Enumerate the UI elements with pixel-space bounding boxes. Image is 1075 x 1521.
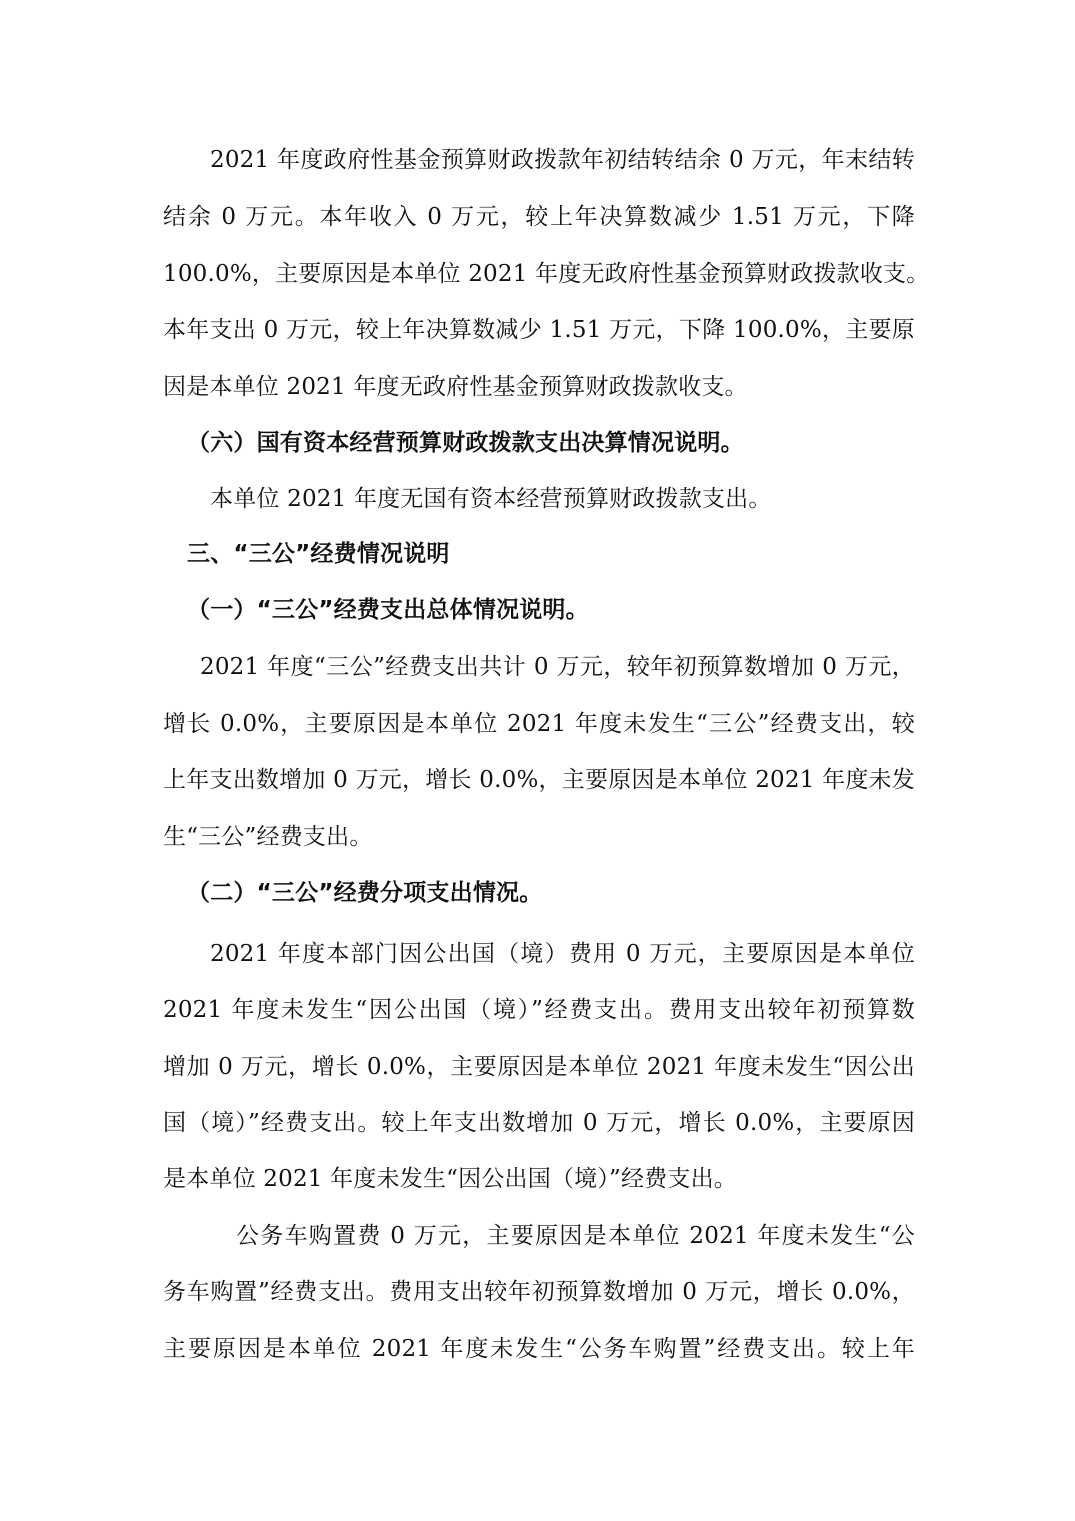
overall-heading: （一）“三公”经费支出总体情况说明。	[187, 597, 589, 623]
gov-fund-line-5: 因是本单位 2021 年度无政府性基金预算财政拨款收支。	[163, 374, 748, 400]
overall-line-1: 2021 年度“三公”经费支出共计 0 万元，较年初预算数增加 0 万元，	[200, 654, 915, 680]
vehicle-line-2: 务车购置”经费支出。费用支出较年初预算数增加 0 万元，增长 0.0%，	[163, 1279, 915, 1305]
gov-fund-line-2: 结余 0 万元。本年收入 0 万元，较上年决算数减少 1.51 万元，下降	[163, 204, 915, 230]
section-three-heading: 三、“三公”经费情况说明	[187, 541, 450, 567]
abroad-line-1: 2021 年度本部门因公出国（境）费用 0 万元，主要原因是本单位	[210, 941, 915, 967]
gov-fund-line-4: 本年支出 0 万元，较上年决算数减少 1.51 万元，下降 100.0%，主要原	[163, 317, 915, 343]
state-capital-body: 本单位 2021 年度无国有资本经营预算财政拨款支出。	[210, 486, 772, 512]
overall-line-4: 生“三公”经费支出。	[163, 824, 373, 850]
itemized-heading: （二）“三公”经费分项支出情况。	[187, 880, 543, 906]
abroad-line-3: 增加 0 万元，增长 0.0%，主要原因是本单位 2021 年度未发生“因公出	[163, 1054, 915, 1080]
gov-fund-line-3: 100.0%，主要原因是本单位 2021 年度无政府性基金预算财政拨款收支。	[163, 261, 930, 287]
gov-fund-line-1: 2021 年度政府性基金预算财政拨款年初结转结余 0 万元，年末结转	[210, 147, 915, 173]
vehicle-line-3: 主要原因是本单位 2021 年度未发生“公务车购置”经费支出。较上年	[163, 1336, 915, 1362]
state-capital-heading: （六）国有资本经营预算财政拨款支出决算情况说明。	[187, 430, 744, 456]
overall-line-3: 上年支出数增加 0 万元，增长 0.0%，主要原因是本单位 2021 年度未发	[163, 767, 915, 793]
abroad-line-4: 国（境）”经费支出。较上年支出数增加 0 万元，增长 0.0%，主要原因	[163, 1110, 915, 1136]
abroad-line-2: 2021 年度未发生“因公出国（境）”经费支出。费用支出较年初预算数	[163, 997, 915, 1023]
vehicle-line-1: 公务车购置费 0 万元，主要原因是本单位 2021 年度未发生“公	[236, 1223, 915, 1249]
overall-line-2: 增长 0.0%，主要原因是本单位 2021 年度未发生“三公”经费支出，较	[163, 711, 915, 737]
abroad-line-5: 是本单位 2021 年度未发生“因公出国（境）”经费支出。	[163, 1166, 737, 1192]
